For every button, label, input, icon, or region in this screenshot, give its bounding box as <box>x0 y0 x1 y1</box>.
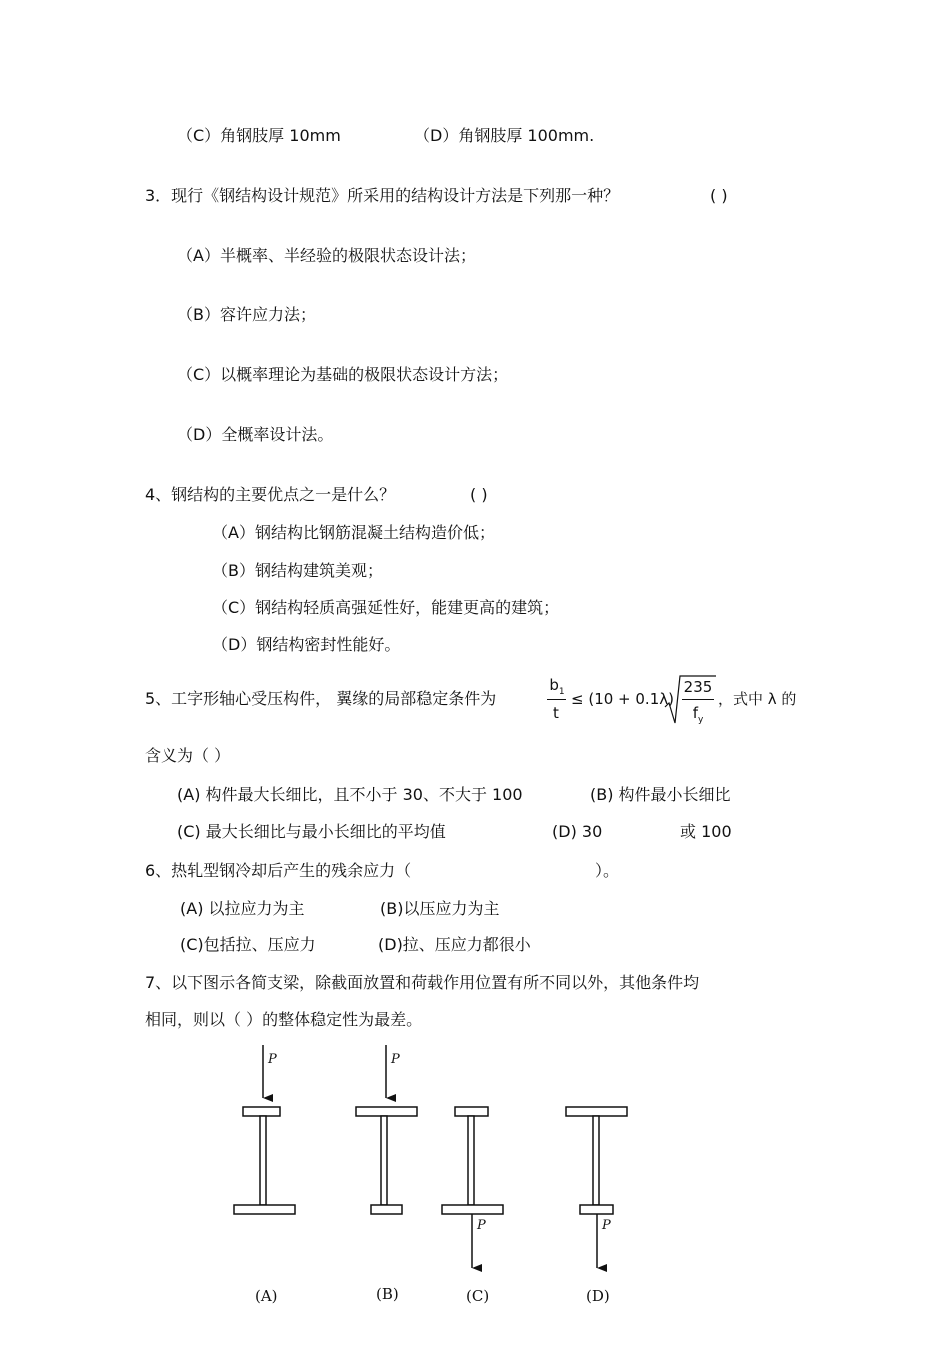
q5-option-d-2: 或 100 <box>680 822 732 841</box>
q6-stem: 6、热轧型钢冷却后产生的残余应力（ <box>145 861 412 880</box>
load-label-c: P <box>477 1218 486 1233</box>
load-label-a: P <box>268 1052 277 1067</box>
formula-fy-sub: y <box>697 715 704 725</box>
beam-a <box>234 1045 295 1214</box>
q5-option-d: (D) 30 <box>552 822 603 841</box>
q4-option-b: （B）钢结构建筑美观； <box>212 561 383 580</box>
formula-b1: b <box>549 676 559 694</box>
load-label-b: P <box>391 1052 400 1067</box>
q4-option-c: （C）钢结构轻质高强延性好，能建更高的建筑； <box>212 598 560 617</box>
figure-label-b: (B) <box>376 1285 399 1303</box>
formula-numerator: 235 <box>683 678 713 696</box>
formula-middle: ≤ (10 + 0.1λ) <box>571 690 674 708</box>
q6-option-b: (B)以压应力为主 <box>380 899 500 918</box>
figure-label-a: (A) <box>255 1287 278 1305</box>
formula-fy: f <box>692 704 698 722</box>
beam-d <box>566 1107 627 1268</box>
q6-option-d: (D)拉、压应力都很小 <box>378 935 531 954</box>
q5-option-b: (B) 构件最小长细比 <box>590 785 731 804</box>
q4-option-d: （D）钢结构密封性能好。 <box>212 635 401 654</box>
q5-option-a: (A) 构件最大长细比，且不小于 30、不大于 100 <box>177 785 523 804</box>
q3-stem: 3．现行《钢结构设计规范》所采用的结构设计方法是下列那一种？ <box>145 186 620 205</box>
q3-answer-paren: ( ) <box>710 186 728 205</box>
flange-stability-formula <box>546 675 816 727</box>
load-label-d: P <box>602 1218 611 1233</box>
q3-option-c: （C）以概率理论为基础的极限状态设计方法； <box>177 365 509 384</box>
formula-after-text: ，式中 λ 的 <box>718 690 797 708</box>
formula-fraction-bar-1 <box>547 699 566 700</box>
q3-option-b: （B）容许应力法； <box>177 305 316 324</box>
q7-stem-2: 相同，则以（ ）的整体稳定性为最差。 <box>145 1010 423 1029</box>
q6-option-c: (C)包括拉、压应力 <box>180 935 316 954</box>
q2-option-c: （C）角钢肢厚 10mm <box>177 126 341 145</box>
q5-option-c: (C) 最大长细比与最小长细比的平均值 <box>177 822 446 841</box>
q5-stem-2: 含义为（ ） <box>145 746 231 765</box>
q2-option-d: （D）角钢肢厚 100mm. <box>414 126 595 145</box>
figure-label-c: (C) <box>466 1287 490 1305</box>
formula-fraction-bar-2 <box>682 699 714 700</box>
beam-c <box>442 1107 503 1268</box>
q6-stem-end: ）。 <box>595 861 620 880</box>
q3-option-d: （D）全概率设计法。 <box>177 425 334 444</box>
formula-b1-sub: 1 <box>558 687 565 697</box>
beam-sections-figure <box>222 1040 642 1310</box>
q3-option-a: （A）半概率、半经验的极限状态设计法； <box>177 246 476 265</box>
formula-t: t <box>553 704 559 722</box>
beam-b <box>356 1045 417 1214</box>
q6-option-a: (A) 以拉应力为主 <box>180 899 305 918</box>
i-beam-diagram <box>222 1040 642 1310</box>
q7-stem-1: 7、以下图示各简支梁，除截面放置和荷载作用位置有所不同以外，其他条件均 <box>145 973 700 992</box>
q5-stem: 5、工字形轴心受压构件， 翼缘的局部稳定条件为 <box>145 689 497 708</box>
q4-option-a: （A）钢结构比钢筋混凝土结构造价低； <box>212 523 495 542</box>
figure-label-d: (D) <box>586 1287 610 1305</box>
q4-stem: 4、钢结构的主要优点之一是什么？ <box>145 485 396 504</box>
q4-answer-paren: ( ) <box>470 485 488 504</box>
